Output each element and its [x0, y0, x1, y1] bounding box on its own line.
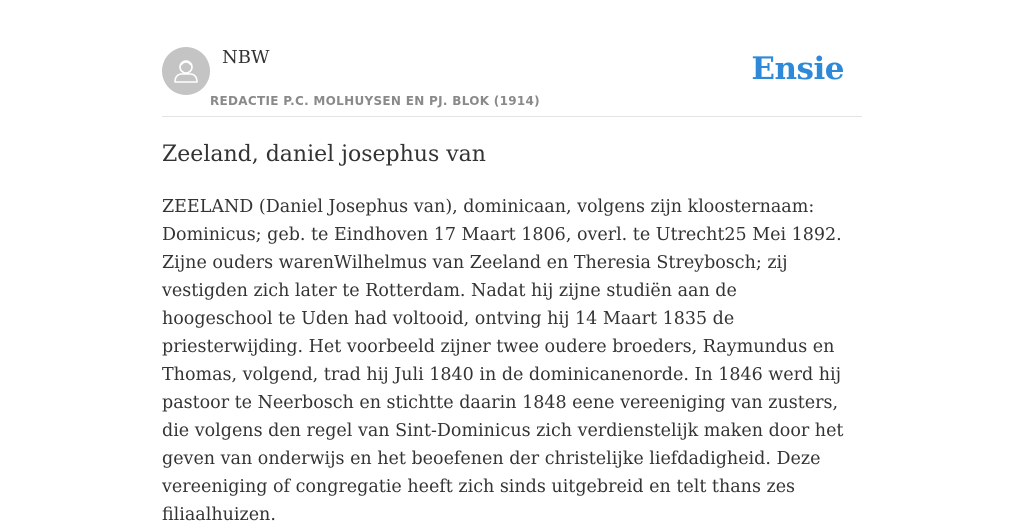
- source-byline: REDACTIE P.C. MOLHUYSEN EN PJ. BLOK (1914): [210, 94, 540, 108]
- brand-logo[interactable]: Ensie: [751, 51, 844, 87]
- source-name[interactable]: NBW: [222, 47, 270, 68]
- article-body: ZEELAND (Daniel Josephus van), dominicaan, volgens zijn kloosternaam: Dominicus; geb. te Eindhoven 17 Maart 1806, overl. te Utrecht25 Mei 1892. Zijne ouders warenWilhelmus van Zeeland en Theresia Streybosch; zij vestigden zich later te Rotterdam. Nadat hij zijne studiën aan de hoogeschool te Uden had voltooid, ontving hij 14 Maart 1835 de priesterwijding. Het voorbeeld zijner twee oudere broeders, Raymundus en Thomas, volgend, trad hij Juli 1840 in de dominicanenorde. In 1846 werd hij pastoor te Neerbosch en stichtte daarin 1848 eene vereeniging van zusters, die volgens den regel van Sint-Dominicus zich verdienstelijk maken door het geven van onderwijs en het beoefenen der christelijke liefdadigheid. Deze vereeniging of congregatie heeft zich sinds uitgebreid en telt thans zes filiaalhuizen.: [162, 197, 844, 525]
- article-title: Zeeland, daniel josephus van: [162, 142, 486, 167]
- user-placeholder-icon: [162, 47, 210, 95]
- article-header: [162, 0, 862, 117]
- source-avatar[interactable]: [162, 47, 210, 95]
